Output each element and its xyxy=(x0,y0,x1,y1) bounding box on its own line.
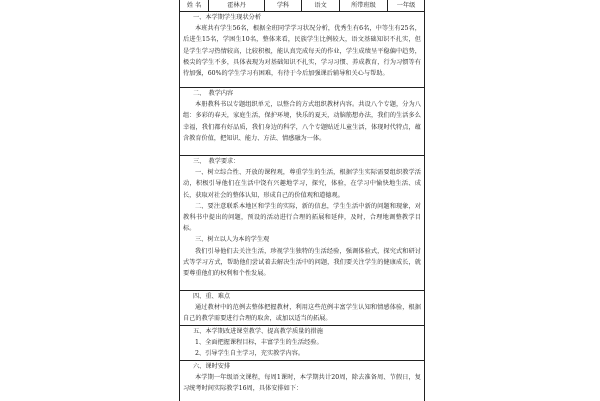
class-label: 所带班级 xyxy=(340,0,388,11)
class-value: 一年级 xyxy=(396,2,416,9)
section-class-schedule xyxy=(180,361,424,401)
section-paragraph: 我们引导他们去关注生活，珍视学生独特的生活经验，强调体验式，探究式和研讨式等学习方式，帮助他们尝试着去解决生活中的问题，我们要关注学生的健康成长，就要尊重他们的权利和个性发展。 xyxy=(183,247,421,278)
section-title: 四、重、难点 xyxy=(193,293,231,300)
section-title: 三、 教学要求： xyxy=(193,158,240,165)
section-paragraph: 一、树立综合性、开放的课程观，尊重学生的生活，根据学生实际需要组织教学活动，积极引导他们在生活中饶有兴趣地学习，探究，体验，在学习中愉快地生活、成长，获取对社会的整体认知，形成自己的价值观和道德观。 xyxy=(183,169,421,199)
section-teaching-content xyxy=(180,88,424,156)
section-paragraph: 本班共有学生56名，根据全班同学学习状况分析，优秀生有6名，中等生有25名，后进生15名，学困生10名，整体来看，民族学生比例较大，语文基础知识不扎实，但是学生学习热情较高，比较积极，能认真完成每天的作业，学生成绩呈平稳偏中趋势，极尖的学生不多，具体表现为对基础知识不扎实，学习习惯、养成教育，行为习惯等有待加强，60%的学生学习有困难，有待于今后加强课后辅导和关心与帮助。 xyxy=(183,25,421,78)
section-paragraph: 1、全面把握课程目标，丰富学生的生活经验。 xyxy=(195,339,323,347)
section-paragraph: 三、树立以人为本的学生观 xyxy=(195,236,270,244)
name-value: 霍林丹 xyxy=(209,0,265,11)
section-paragraph: 本学期一年级语文课程，每周1课时，本学期共计20周，除去准备周、节假日，复习统考时间实际教学16周，具体安排如下： xyxy=(183,374,421,393)
section-paragraph: 本册教科书以专题组织单元，以整合的方式组织教材内容。共设八个专题，分为八组：多彩的春天，家庭生活，保护环境，快乐的夏天，动脑筋想办法，我们的生活多么幸福，我们都有好品质，我们身边的科学，八个专题贴近儿童生活，体现时代特点，蕴含教育价值，把知识、能力、方法、情感融为一体。 xyxy=(183,101,421,142)
section-student-analysis xyxy=(180,12,424,88)
section-title: 六、课时安排 xyxy=(193,363,231,370)
lesson-plan-document xyxy=(179,0,425,401)
section-teaching-requirements xyxy=(180,156,424,291)
section-paragraph: 二、要注意联系本地区和学生的实际，新的信息，学生生活中新的问题和现象，对教科书中提出的问题，预设的活动进行合理的拓展和延伸，及时，合理地调整教学目标。 xyxy=(183,202,421,233)
section-title: 五、本学期改进课堂教学、提高教学质量的措施 xyxy=(193,328,323,335)
subject-label: 学科 xyxy=(265,0,302,11)
section-paragraph: 2、引导学生自主学习，充实教学内容。 xyxy=(195,350,305,358)
info-header-row xyxy=(180,0,424,12)
name-label: 姓 名 xyxy=(180,0,209,11)
subject-value: 语文 xyxy=(302,0,340,11)
section-title: 一、本学期学生现状分析 xyxy=(193,14,262,21)
section-key-difficulties xyxy=(180,291,424,326)
section-improvement-measures xyxy=(180,326,424,361)
section-paragraph: 通过教材中的范例去整体把握教材，利用这些范例丰富学生认知和情感体验，根据自己的教学需要进行合理的取舍，或加以适当的拓展。 xyxy=(183,304,421,323)
section-title: 二、 教学内容 xyxy=(193,90,234,97)
